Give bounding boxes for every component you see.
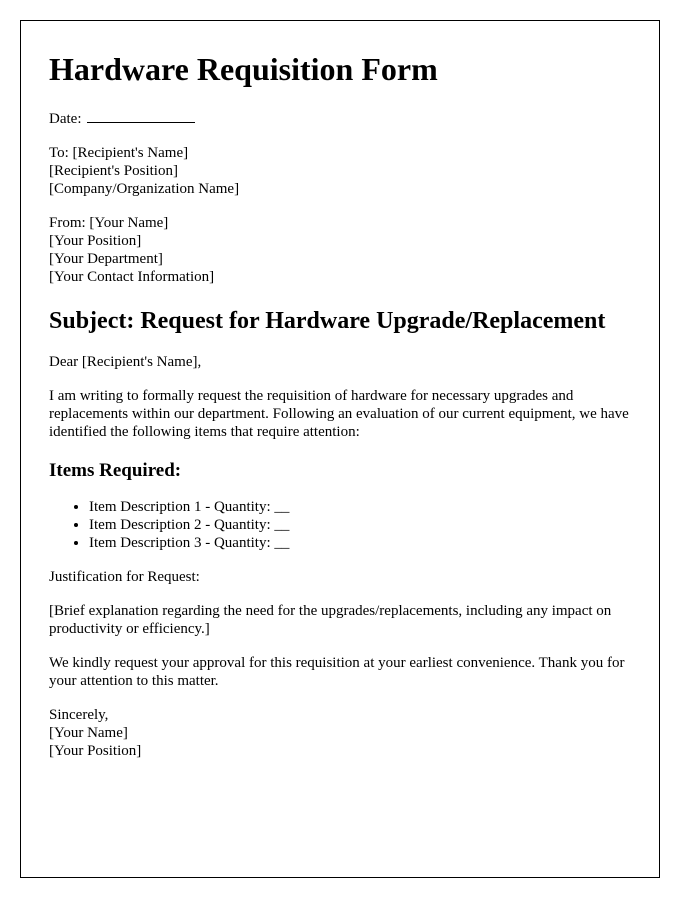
sender-contact-line: [Your Contact Information] — [49, 269, 215, 285]
recipient-name-line: To: [Recipient's Name] — [49, 145, 189, 161]
subject-heading: Subject: Request for Hardware Upgrade/Replacement — [49, 308, 606, 334]
justification-paragraph: [Brief explanation regarding the need for the upgrades/replacements, including any impact on productivity or efficiency.] — [49, 603, 612, 637]
signer-name-line: [Your Name] — [49, 725, 128, 741]
signature-block — [49, 706, 631, 760]
salutation: Dear [Recipient's Name], — [49, 354, 202, 370]
sender-name-line: From: [Your Name] — [49, 215, 169, 231]
recipient-position-line: [Recipient's Position] — [49, 163, 178, 179]
date-label: Date: — [49, 111, 82, 127]
intro-paragraph: I am writing to formally request the requisition of hardware for necessary upgrades and replacements within our department. Following an evaluation of our current equipment, we have identified the following items that require attention: — [49, 388, 629, 440]
date-line — [49, 108, 631, 128]
list-item: • Item Description 3 - Quantity: __ — [89, 534, 631, 552]
recipient-block — [49, 144, 631, 198]
justification-label: Justification for Request: — [49, 569, 200, 585]
date-blank — [87, 108, 195, 123]
items-heading: Items Required: — [49, 460, 182, 481]
list-item: • Item Description 2 - Quantity: __ — [89, 516, 631, 534]
recipient-company-line: [Company/Organization Name] — [49, 181, 240, 197]
signer-position-line: [Your Position] — [49, 743, 142, 759]
document-page — [20, 20, 660, 878]
closing-paragraph: We kindly request your approval for this requisition at your earliest convenience. Thank you for your attention to this matter. — [49, 655, 625, 689]
document-title: Hardware Requisition Form — [49, 51, 438, 87]
sender-department-line: [Your Department] — [49, 251, 163, 267]
items-list — [49, 498, 631, 552]
sender-position-line: [Your Position] — [49, 233, 142, 249]
sender-block — [49, 214, 631, 286]
list-item: • Item Description 1 - Quantity: __ — [89, 498, 631, 516]
sign-off-line: Sincerely, — [49, 707, 109, 723]
